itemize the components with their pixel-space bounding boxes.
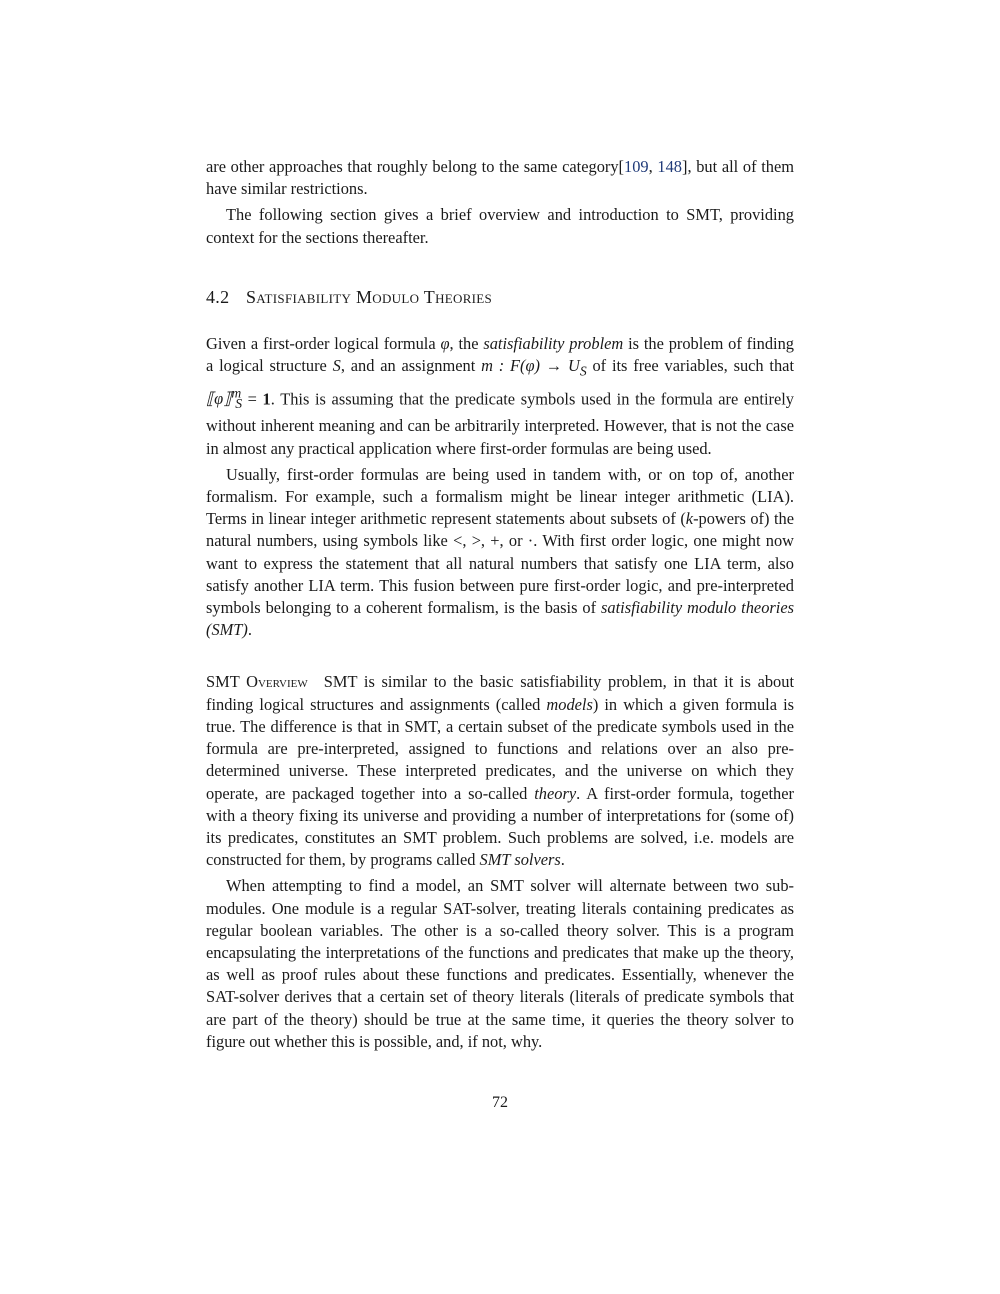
emphasis: theory [534, 783, 577, 803]
text-run: , the [449, 333, 484, 353]
math-superscript: m [231, 385, 242, 401]
paragraph [206, 671, 794, 871]
section-number: 4.2 [206, 286, 230, 307]
emphasis: satisfiability modulo theories (SMT) [206, 598, 794, 640]
paragraph [206, 333, 794, 460]
text-run: ) in which a given formula is true. The difference is that in SMT, a certain subset of the predicate symbols used in the formula are pre-interpreted, assigned to functions and relations over an also pre-determined universe. These interpreted predicates, and the universe on which they operate, are packaged together into a so-called [206, 694, 794, 803]
section-title: Satisfiability Modulo Theories [246, 286, 493, 307]
text-run: Given a first-order logical formula [206, 333, 441, 353]
math-symbol: ⟦φ⟧ [206, 388, 232, 408]
text-run: -powers of) the natural numbers, using symbols like <, >, +, or ·. With first order logic, one might now want to express the statement that all natural numbers that satisfy one LIA term, also satisfy another LIA term. This fusion between pure first-order logic, and pre-interpreted symbols belonging to a coherent formalism, is the basis of [206, 509, 794, 618]
paragraph: The following section gives a brief overview and introduction to SMT, providing context for the sections thereafter. [206, 205, 794, 247]
text-run: are other approaches that roughly belong to the same category[ [206, 157, 625, 176]
page-number: 72 [492, 1094, 508, 1111]
paragraph-heading: SMT Overview [206, 672, 308, 692]
math-expression [206, 385, 243, 412]
text-run: . [560, 850, 565, 870]
math-subscript: S [579, 363, 587, 379]
text-run: . This is assuming that the predicate symbols used in the formula are entirely without inherent meaning and can be arbitrarily interpreted. However, that is not the case in almost any practical application where first-order formulas are being used. [206, 388, 794, 458]
math-symbol: S [332, 356, 341, 376]
emphasis: models [546, 694, 593, 714]
text-run: Usually, first-order formulas are being used in tandem with, or on top of, another formalism. For example, such a formalism might be linear integer arithmetic (LIA). Terms in linear integer arithmetic represent statements about subsets of ( [206, 464, 794, 529]
text-run: . A first-order formula, together with a theory fixing its universe and providing a number of interpretations for (some of) its predicates, constitutes an SMT problem. Such problems are solved, i.e. models are constructed for them, by programs called [206, 783, 794, 870]
math-symbol: 1 [262, 388, 271, 408]
math-symbol: m : F(φ) → U [481, 356, 580, 376]
page-body [206, 156, 794, 1053]
section-heading [206, 285, 794, 309]
text-run: is the problem of finding a logical structure [206, 333, 794, 376]
emphasis: SMT solvers [479, 850, 561, 870]
math-subscript: S [235, 396, 243, 412]
text-run: ], but all of them have similar restrictions. [206, 157, 795, 199]
citation-link[interactable]: 148 [657, 157, 682, 176]
text-run: = [242, 388, 263, 408]
citation-link[interactable]: 109 [624, 157, 649, 176]
text-run: . [247, 620, 252, 640]
paragraph: When attempting to find a model, an SMT solver will alternate between two sub-modules. One module is a regular SAT-solver, treating literals containing predicates as regular boolean variables. The other is a so-called theory solver. This is a program encapsulating the interpretations of the functions and predicates that make up the theory, as well as proof rules about these functions and predicates. Essentially, whenever the SAT-solver derives that a certain set of theory literals (literals of predicate symbols that are part of the theory) should be true at the same time, it queries the theory solver to figure out whether this is possible, and, if not, why. [206, 876, 794, 1051]
math-expression [481, 356, 587, 379]
paragraph-continuation [206, 156, 794, 200]
text-run: SMT is similar to the basic satisfiability problem, in that it is about finding logical structures and assignments (called [206, 672, 794, 714]
text-run: , [648, 157, 658, 176]
text-run: , and an assignment [340, 356, 482, 376]
paragraph [206, 464, 794, 642]
text-run: of its free variables, such that [586, 356, 795, 376]
math-symbol: φ [440, 333, 450, 353]
math-symbol: k [685, 509, 694, 529]
emphasis: satisfiability problem [483, 333, 624, 353]
